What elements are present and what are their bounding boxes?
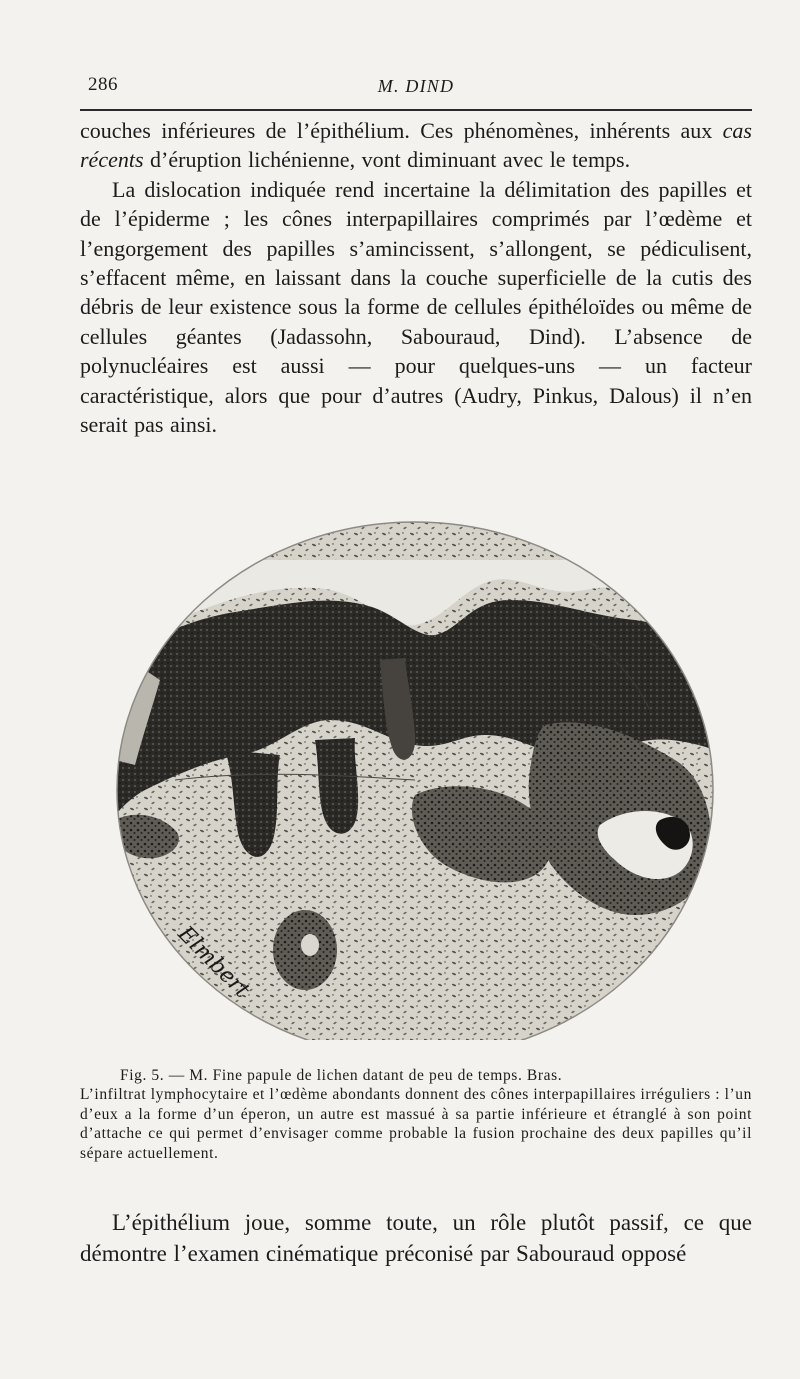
paragraph-1-end: d’éruption lichénienne, vont diminuant avec le temps. [143,147,631,173]
paragraph-1-start: couches inférieures de l’épithélium. Ces phénomènes, inhérents aux [80,118,723,143]
paragraph-2: La dislocation indiquée rend incertaine la délimitation des papilles et de l’épiderme ; les cônes interpapillaires comprimés par l’œdème et l’engorgement des papilles s’amincissent, s’allongent, se pédiculisent, s’effacent même, en laissant dans la couche superficielle de la cutis des débris de leur existence sous la forme de cellules épithéloïdes ou même de cellules géantes (Jadassohn, Sabouraud, Dind). L’absence de polynucléaires est aussi — pour quelques-uns — un facteur caractéristique, alors que pour d’autres (Audry, Pinkus, Dalous) il n’en serait pas ainsi. [80,176,752,438]
micrograph-image [115,520,715,1040]
engraver-signature: Elmbert [172,921,255,1004]
paragraph-1 [80,116,752,175]
running-title: M. DIND [377,76,455,96]
caption-heading: Fig. 5. — M. Fine papule de lichen datant de peu de temps. Bras. [120,1067,563,1084]
header-rule [80,109,752,111]
paragraph-3: L’épithélium joue, somme toute, un rôle plutôt passif, ce que démontre l’examen cinématique préconisé par Sabouraud opposé [80,1210,752,1266]
caption-body: L’infiltrat lymphocytaire et l’œdème abondants donnent des cônes interpapillaires irréguliers : l’un d’eux a la forme d’un éperon, un autre est massué à sa partie inférieure et étranglé à son point d’attache ce qui permet d’envisager comme probable la fusion prochaine des deux papilles qu’il sépare actuellement. [80,1086,752,1162]
figure-caption [80,1066,752,1163]
running-head [80,74,752,104]
paragraph-1-emphasis: cas récents [80,118,752,173]
page-number: 286 [88,74,118,95]
body-text-top [80,116,752,439]
histology-figure [115,520,715,1040]
body-text-bottom [80,1207,752,1269]
